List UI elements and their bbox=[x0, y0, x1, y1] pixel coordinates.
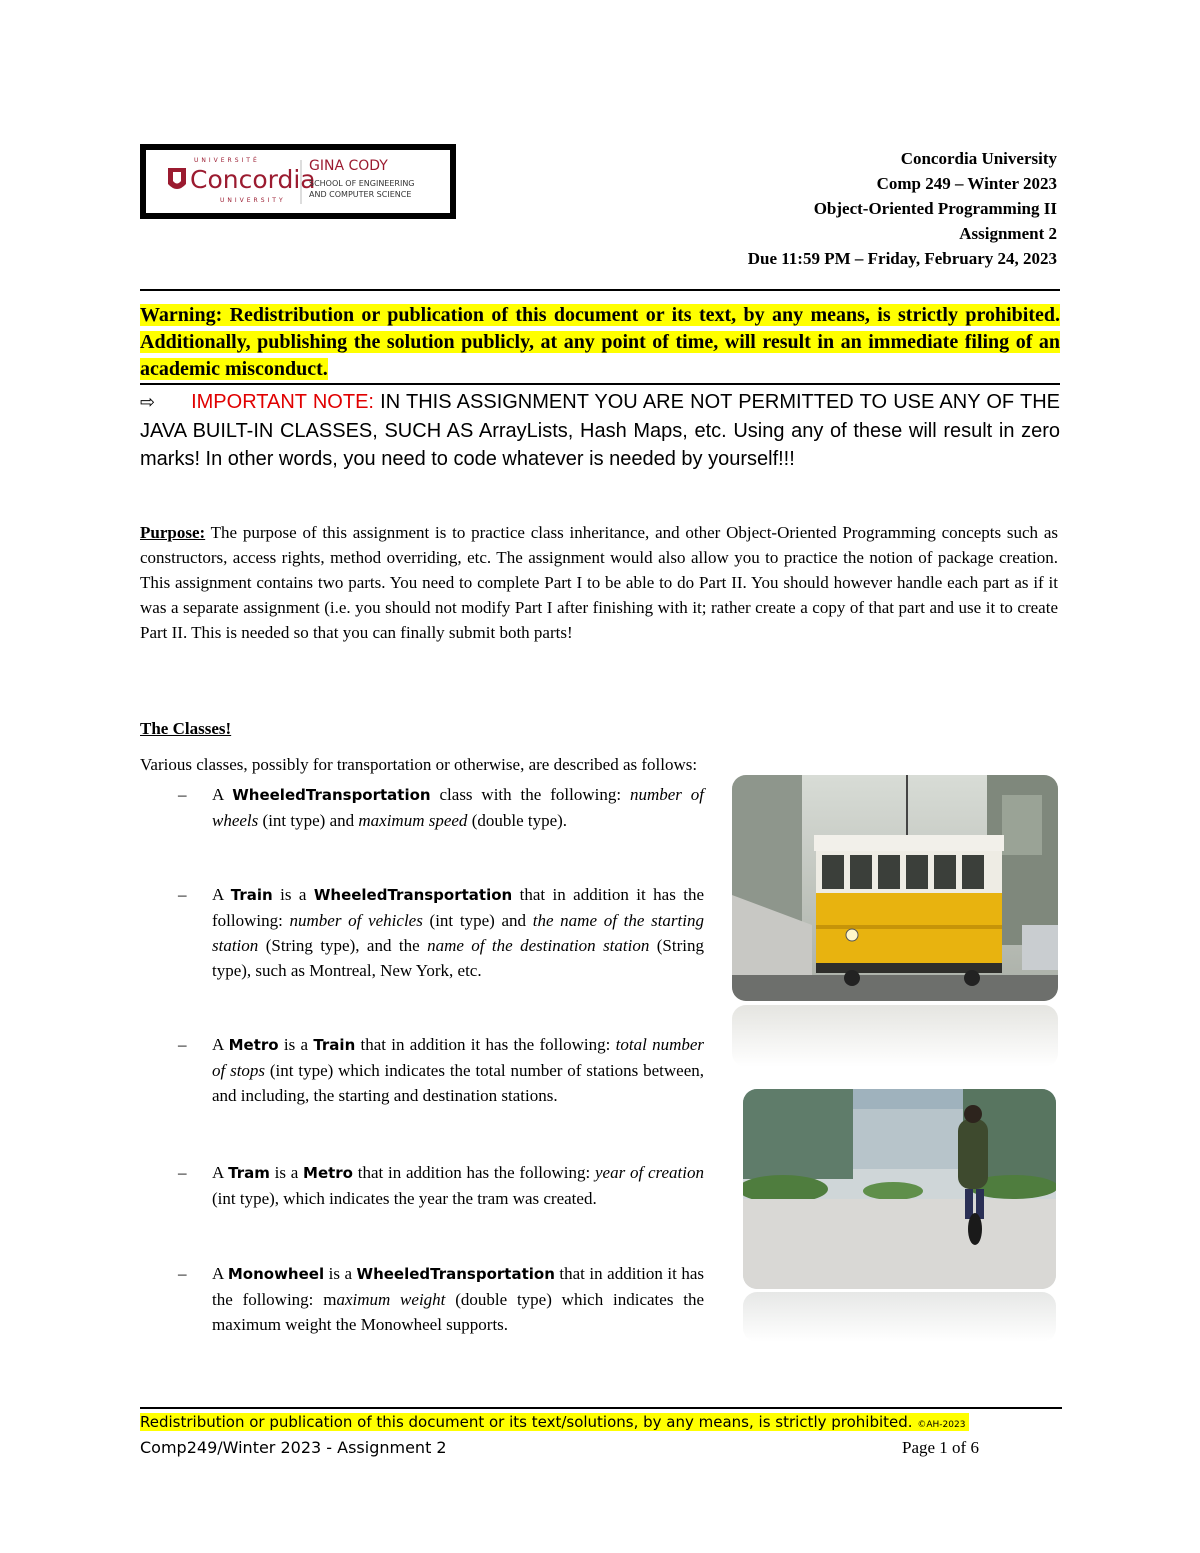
class-item-monowheel: – A Monowheel is a WheeledTransportation that in addition it has the following: maximum weight (double type) which indicates the maximum weight the Monowheel supports. bbox=[178, 1261, 704, 1337]
important-note bbox=[140, 388, 1060, 473]
header-assignment: Assignment 2 bbox=[959, 224, 1057, 243]
logo-school-line1: SCHOOL OF ENGINEERING bbox=[309, 179, 415, 188]
important-text: IN THIS ASSIGNMENT YOU ARE NOT PERMITTED TO USE ANY OF THE JAVA BUILT-IN CLASSES, SUCH AS ArrayLists, Hash Maps, etc. Using any of these will result in zero marks! In other words, you need to code whatever is needed by yourself!!! bbox=[140, 391, 1060, 470]
footer-warning-text: Redistribution or publication of this document or its text/solutions, by any means, is strictly prohibited. bbox=[140, 1413, 913, 1431]
header-course-title: Object-Oriented Programming II bbox=[813, 199, 1057, 218]
tram-photo bbox=[732, 775, 1058, 1001]
warning-block bbox=[140, 302, 1060, 383]
footer-divider bbox=[140, 1407, 1062, 1409]
course-header bbox=[748, 146, 1057, 271]
bullet-dash: – bbox=[178, 1264, 187, 1283]
warning-divider bbox=[140, 383, 1060, 385]
bullet-dash: – bbox=[178, 1035, 187, 1054]
concordia-logo bbox=[140, 144, 456, 219]
header-divider bbox=[140, 289, 1060, 291]
purpose-label: Purpose: bbox=[140, 523, 206, 542]
bullet-dash: – bbox=[178, 885, 187, 904]
monowheel-photo-reflection bbox=[743, 1292, 1056, 1342]
header-due-date: Due 11:59 PM – Friday, February 24, 2023 bbox=[747, 249, 1057, 268]
header-university: Concordia University bbox=[900, 149, 1057, 168]
class-item-train: – A Train is a WheeledTransportation that in addition it has the following: number of vehicles (int type) and the name of the starting station (String type), and the name of the destination station (String type), such as Montreal, New York, etc. bbox=[178, 882, 704, 983]
classes-intro: Various classes, possibly for transportation or otherwise, are described as follows: bbox=[140, 755, 698, 774]
footer-course-label: Comp249/Winter 2023 - Assignment 2 bbox=[140, 1438, 447, 1457]
bullet-dash: – bbox=[178, 1163, 187, 1182]
purpose-paragraph bbox=[140, 520, 1058, 645]
class-item-wheeled-transportation: – A WheeledTransportation class with the following: number of wheels (int type) and maximum speed (double type). bbox=[178, 782, 704, 833]
monowheel-photo bbox=[743, 1089, 1056, 1289]
logo-gina-cody: GINA CODY bbox=[309, 158, 388, 174]
logo-school-line2: AND COMPUTER SCIENCE bbox=[309, 190, 412, 199]
footer-copyright: ©AH-2023 bbox=[917, 1420, 966, 1430]
page-number: Page 1 of 6 bbox=[902, 1438, 979, 1457]
class-item-metro: – A Metro is a Train that in addition it has the following: total number of stops (int type) which indicates the total number of stations between, and including, the starting and destination stations. bbox=[178, 1032, 704, 1108]
tram-photo-reflection bbox=[732, 1005, 1058, 1067]
classes-heading: The Classes! bbox=[140, 719, 232, 738]
important-label: IMPORTANT NOTE: bbox=[191, 391, 374, 413]
logo-university: UNIVERSITY bbox=[220, 197, 286, 204]
logo-concordia-wordmark: Concordia bbox=[190, 165, 316, 194]
warning-text: Warning: Redistribution or publication of this document or its text, by any means, is strictly prohibited. Additionally, publishing the solution publicly, at any point of time, will result in an immediate filing of an academic misconduct. bbox=[140, 304, 1060, 380]
logo-universite: UNIVERSITÉ bbox=[194, 157, 260, 164]
class-item-tram: – A Tram is a Metro that in addition has the following: year of creation (int type), which indicates the year the tram was created. bbox=[178, 1160, 704, 1211]
footer-warning bbox=[140, 1411, 969, 1436]
bullet-dash: – bbox=[178, 785, 187, 804]
arrow-right-icon: ⇨ bbox=[140, 392, 156, 413]
header-course: Comp 249 – Winter 2023 bbox=[876, 174, 1057, 193]
purpose-text: The purpose of this assignment is to practice class inheritance, and other Object-Oriented Programming concepts such as constructors, access rights, method overriding, etc. The assignment would also allow you to practice the notion of package creation. This assignment contains two parts. You need to complete Part I to be able to do Part II. You should however handle each part as if it was a separate assignment (i.e. you should not modify Part I after finishing with it; rather create a copy of that part and use it to create Part II. This is needed so that you can finally submit both parts! bbox=[140, 523, 1058, 642]
